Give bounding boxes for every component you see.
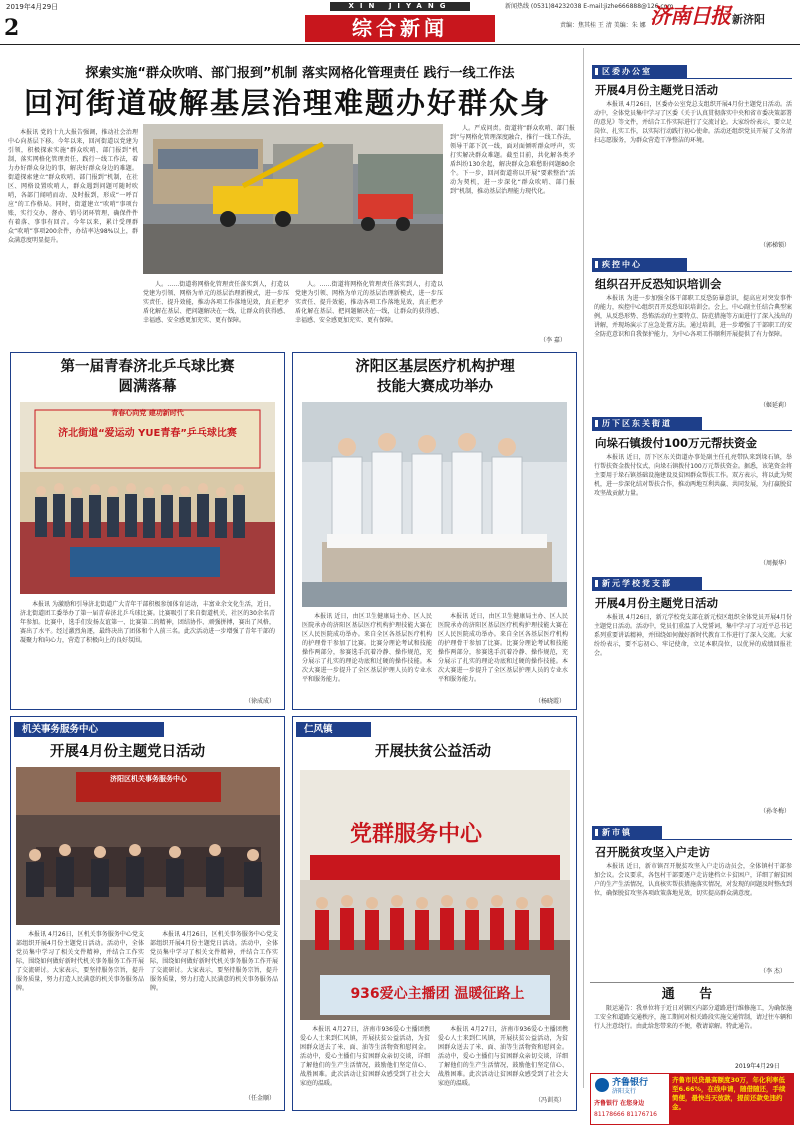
sidebar-tag-xinshi: 新市镇: [592, 826, 662, 839]
nursing-title: 济阳区基层医疗机构护理 技能大赛成功举办: [355, 358, 515, 395]
jiguan-photo: [16, 767, 280, 925]
pinyin-bar: XIN JIYANG: [330, 2, 470, 11]
lead-column-2b: 人。……街道将网格化管理责任落实到人，打造以党建为引领、网格为单元的基层治理新模式，进一步压实责任、提升效能，推动各项工作落地见效，真正把矛盾化解在基层、把问题解决在一线，让群众的获得感、幸福感、安全感更加充实、更有保障。: [295, 281, 443, 324]
renfeng-author: （冯训英）: [535, 1097, 566, 1104]
jiguan-author: （任金顺）: [245, 1095, 276, 1102]
pingpong-body: 本报讯 为激励和引导济北街道广大青年干部积极参加体育运动，丰富业余文化生活，近日，济北街道团工委举办了第一届青春济北乒乓球比赛。比赛吸引了来自街道机关、社区的30余名青年参加。比赛中，选手们发扬友谊第一、比赛第二的精神，团结协作、顽强拼搏，赛出了风格，赛出了水平。经过激烈角逐，最终决出了团体和个人前三名。此次活动进一步增强了青年干部的凝聚力和向心力，营造了积极向上的良好氛围。: [20, 601, 275, 644]
newspaper-logo: 济南日报 新济阳: [650, 3, 765, 28]
lead-headline: 回河街道破解基层治理难题办好群众身: [23, 86, 551, 120]
jiguan-tag: 机关事务服务中心: [14, 722, 164, 737]
renfeng-title: 开展扶贫公益活动: [375, 743, 491, 760]
editors-line: 责编：焦其桂 王 清 美编：朱 娜: [560, 22, 646, 29]
bank-promo-text: 齐鲁市民贷最高额度30万，年化利率低至6.66%，在线申请，随借随还，手续简便，最快当天放款，提前还款免违约金。: [672, 1076, 786, 1111]
lead-column-2: 人。……街道将网格化管理责任落实到人，打造以党建为引领、网格为单元的基层治理新模式，进一步压实责任、提升效能，推动各项工作落地见效，真正把矛盾化解在基层、把问题解决在一线，让群众的获得感、幸福感、安全感更加充实、更有保障。: [143, 281, 289, 324]
issue-date: 2019年4月29日: [6, 3, 59, 11]
renfeng-banner: 936爱心主播团 温暖征路上: [350, 986, 525, 1002]
nursing-photo: [302, 402, 567, 607]
sidebar-tag-party-office: 区委办公室: [592, 65, 687, 78]
sidebar-s2-author: （姬延莉）: [760, 402, 791, 409]
pingpong-banner-top: 青春心向党 建功新时代: [111, 409, 184, 417]
lead-photo: [143, 124, 443, 274]
sidebar-rule: [592, 271, 792, 272]
renfeng-body: 本报讯 4月27日，济南市936爱心主播团携爱心人士来到仁风镇，开展扶贫公益活动，为贫困群众送去了米、面、油等生活物资和慰问金。活动中，爱心主播们与贫困群众亲切交谈，详细了解他们的生产生活情况，鼓励他们坚定信心、战胜困难。此次活动让贫困群众感受到了社会大家庭的温暖。: [300, 1026, 430, 1087]
jiguan-banner: 济阳区机关事务服务中心: [110, 775, 187, 783]
header-divider: [0, 44, 800, 45]
sidebar-s2-body: 本报讯 为进一步加强全体干部职工反恐防暴意识，提高应对突发事件的能力，疾控中心组织召开反恐知识培训会。会上，中心副主任结合典型案例，从反恐形势、恐怖活动的主要特点、防范措施等方面进行了深入浅出的讲解，并现场演示了应急处置方法。通过培训，进一步增强了干部职工的安全防范意识和自我保护能力，为中心各项工作顺利开展提供了有力保障。: [594, 295, 792, 338]
pingpong-banner-main: 济北街道“爱运动 YUE青春”乒乓球比赛: [58, 428, 237, 439]
sidebar-s4-body: 本报讯 4月26日，新元学校党支部在新元校区组织全体党员开展4月份主题党日活动。活动中，党员们重温了入党誓词，集中学习了习近平总书记系列重要讲话精神，并围绕如何做好新时代教育工作进行了深入交流。大家纷纷表示，要不忘初心、牢记使命，立足本职岗位，以优异的成绩回报社会。: [594, 614, 792, 657]
renfeng-tag: 仁风镇: [296, 722, 371, 737]
notice-rule: [590, 982, 794, 983]
lead-column-1: 本报讯 党的十九大报告强调，推动社会治理中心向基层下移。今年以来，回河街道以党建为引领，积极探索实施“群众吹哨、部门报到”机制，落实网格化管理责任，践行一线工作法，着力办好群众身边的事，解决好群众身边的难题。街道探索建立“群众吹哨、部门报到”机制，在社区、网格设置吹哨人，群众遇到问题可随时吹哨，各部门闻哨而动、及时报到，形成“一呼百应”的工作格局。同时，街道建立“吹哨”事项台账，实行交办、督办、销号闭环管理，确保件件有着落、事事有回音。今年以来，累计受理群众“吹哨”事项200余件，办结率达98%以上，群众满意度明显提升。: [8, 129, 138, 244]
sidebar-s1-title: 开展4月份主题党日活动: [595, 83, 719, 97]
sidebar-s1-body: 本报讯 4月26日，区委办公室党总支组织开展4月份主题党日活动。活动中，全体党员集中学习了区委《关于认真贯彻落实中央和省市委决策部署的意见》等文件，并结合工作实际进行了交流讨论。大家纷纷表示，要立足岗位、扎实工作，以实际行动践行初心使命。活动还组织党员开展了义务清扫志愿服务，为群众营造干净整洁的环境。: [594, 101, 792, 144]
renfeng-photo: [300, 770, 570, 1020]
sidebar-tag-xinyuan: 新元学校党支部: [592, 577, 702, 590]
bank-logo-icon: [595, 1078, 609, 1092]
sidebar-s3-body: 本报讯 近日，历下区东关街道办事处副主任孔亮带队来到垛石镇，举行帮扶资金拨付仪式，向垛石镇拨付100万元帮扶资金。据悉，该笔资金将主要用于垛石镇基础设施建设及贫困群众帮扶工作。双方表示，将以此为契机，进一步深化结对帮扶合作，推动两地互利共赢、共同发展，为打赢脱贫攻坚战贡献力量。: [594, 454, 792, 497]
sidebar-rule: [592, 590, 792, 591]
pingpong-title: 第一届青春济北乒乓球比赛 圆满落幕: [60, 358, 235, 395]
bank-phone: 81178666 81176716: [594, 1111, 657, 1118]
bank-slogan: 齐鲁银行 在您身边: [594, 1100, 645, 1107]
bank-ad: [590, 1073, 794, 1125]
sidebar-s4-author: （孙冬梅）: [760, 808, 791, 815]
sidebar-rule: [592, 430, 792, 431]
jiguan-title: 开展4月份主题党日活动: [50, 743, 206, 760]
bank-name: 齐鲁银行: [612, 1078, 649, 1088]
sidebar-rule: [592, 839, 792, 840]
sidebar-s3-title: 向垛石镇拨付100万元帮扶资金: [595, 436, 758, 450]
nursing-body-2: 本报讯 近日，由区卫生健康局主办、区人民医院承办的济阳区基层医疗机构护理技能大赛在区人民医院成功举办。来自全区各基层医疗机构的护理骨干参加了比赛。比赛分理论考试和技能操作两部分，参赛选手沉着冷静、操作规范，充分展示了扎实的理论功底和过硬的操作技能。本次大赛进一步提升了全区基层护理人员的专业水平和服务能力。: [438, 613, 568, 683]
sidebar-tag-cdc: 疾控中心: [592, 258, 687, 271]
lead-column-3: 人。严成问责。街道将“群众吹哨、部门报到”与网格化管理深度融合，推行一线工作法，领导干部下沉一线，面对面倾听群众呼声，实打实解决群众难题。截至目前，共化解各类矛盾纠纷130余起，解决群众急难愁盼问题80余个。下一步，回河街道将以开展“要素整治”活动为契机，进一步深化“群众吹哨、部门报到”机制，推动基层治理能力现代化。: [450, 125, 575, 195]
renfeng-body-2: 本报讯 4月27日，济南市936爱心主播团携爱心人士来到仁风镇，开展扶贫公益活动，为贫困群众送去了米、面、油等生活物资和慰问金。活动中，爱心主播们与贫困群众亲切交谈，详细了解他们的生产生活情况，鼓励他们坚定信心、战胜困难。此次活动让贫困群众感受到了社会大家庭的温暖。: [438, 1026, 568, 1087]
sidebar-s2-title: 组织召开反恐知识培训会: [595, 277, 722, 291]
renfeng-shop-sign: 党群服务中心: [350, 821, 483, 847]
sidebar-s5-title: 召开脱贫攻坚入户走访: [595, 845, 710, 859]
nursing-body: 本报讯 近日，由区卫生健康局主办、区人民医院承办的济阳区基层医疗机构护理技能大赛在区人民医院成功举办。来自全区各基层医疗机构的护理骨干参加了比赛。比赛分理论考试和技能操作两部分，参赛选手沉着冷静、操作规范，充分展示了扎实的理论功底和过硬的操作技能。本次大赛进一步提升了全区基层护理人员的专业水平和服务能力。: [302, 613, 432, 683]
bank-branch: 济阳支行: [612, 1088, 637, 1095]
sidebar-rule: [592, 78, 792, 79]
lead-author: （李 嘉）: [540, 337, 566, 344]
sidebar-s1-author: （郭梯锁）: [760, 242, 791, 249]
bank-ad-promo: [669, 1074, 793, 1124]
lead-kicker: 探索实施“群众吹哨、部门报到”机制 落实网格化管理责任 践行一线工作法: [85, 66, 515, 81]
page-header: [0, 0, 800, 44]
notice-title: 通 告: [661, 987, 723, 1002]
sidebar-s5-body: 本报讯 近日，新市镇召开脱贫攻坚入户走访动员会，全体镇村干部参加会议。会议要求，各包村干部要逐户走访建档立卡贫困户，详细了解贫困户的生产生活情况，认真核实帮扶措施落实情况，对发现的问题及时整改到位，确保脱贫攻坚各项政策落地见效，切实提高群众满意度。: [594, 863, 792, 897]
sidebar-s5-author: （李 杰）: [760, 968, 786, 975]
news-hotline: 新闻热线 (0531)84232038 E-mail:jizhe666888@126.com: [505, 3, 674, 10]
bank-ad-left: [591, 1074, 669, 1124]
notice-body: 限运通告：我单位将于近日对辖区内部分道路进行维修施工，为确保施工安全和道路交通秩序，施工期间对相关路段实施交通管制，请过往车辆和行人注意绕行。由此给您带来的不便，敬请谅解。特此通告。: [594, 1005, 792, 1030]
nursing-author: （杨晓霞）: [535, 698, 566, 705]
notice-date: 2019年4月29日: [735, 1063, 780, 1070]
sidebar-tag-donguan: 历下区东关街道: [592, 417, 702, 430]
sidebar-s3-author: （周振华）: [760, 560, 791, 567]
jiguan-body: 本报讯 4月26日，区机关事务服务中心党支部组织开展4月份主题党日活动。活动中，全体党员集中学习了相关文件精神，并结合工作实际，围绕如何做好新时代机关事务服务工作开展了交流研讨。大家表示，要坚持服务宗旨，提升服务质量，努力打造人民满意的机关事务服务品牌。: [16, 931, 144, 992]
page-number: 2: [4, 15, 20, 41]
sidebar-s4-title: 开展4月份主题党日活动: [595, 596, 719, 610]
section-banner: 综合新闻: [305, 15, 495, 42]
pingpong-author: （徐成成）: [245, 698, 276, 705]
jiguan-body-2: 本报讯 4月26日，区机关事务服务中心党支部组织开展4月份主题党日活动。活动中，全体党员集中学习了相关文件精神，并结合工作实际，围绕如何做好新时代机关事务服务工作开展了交流研讨。大家表示，要坚持服务宗旨，提升服务质量，努力打造人民满意的机关事务服务品牌。: [150, 931, 278, 992]
sidebar-divider: [583, 48, 584, 1088]
